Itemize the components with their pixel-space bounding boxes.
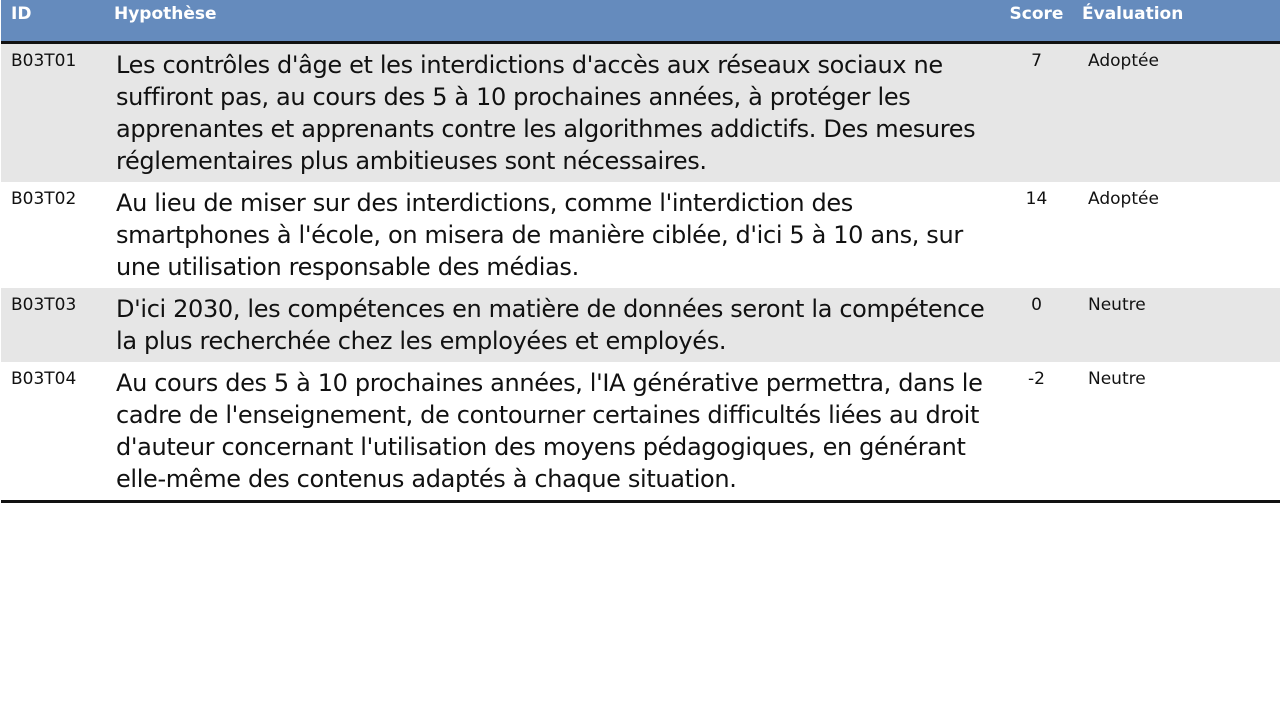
row-id: B03T04 [11, 368, 77, 389]
hypotheses-table [1, 0, 1280, 503]
row-id: B03T01 [11, 50, 77, 71]
row-evaluation: Adoptée [1088, 50, 1159, 71]
table-row [1, 362, 1280, 502]
row-score: 7 [1031, 50, 1042, 71]
header-row [1, 0, 1280, 42]
table-body [1, 42, 1280, 501]
row-score: 14 [1025, 188, 1048, 209]
row-id: B03T02 [11, 188, 77, 209]
table-row [1, 288, 1280, 362]
row-score: 0 [1031, 294, 1042, 315]
row-evaluation: Neutre [1088, 294, 1146, 315]
table-header [1, 0, 1280, 42]
header-evaluation: Évaluation [1082, 4, 1184, 24]
row-hypothesis: D'ici 2030, les compétences en matière de données seront la compétence la plus recherchée chez les employées et employés. [116, 294, 985, 355]
row-hypothesis: Au lieu de miser sur des interdictions, comme l'interdiction des smartphones à l'école, on misera de manière ciblée, d'ici 5 à 10 ans, sur une utilisation responsable des médias. [116, 188, 963, 281]
table-row [1, 42, 1280, 182]
row-evaluation: Neutre [1088, 368, 1146, 389]
row-id: B03T03 [11, 294, 77, 315]
row-evaluation: Adoptée [1088, 188, 1159, 209]
table-row [1, 182, 1280, 288]
header-hypothesis: Hypothèse [114, 4, 217, 24]
header-score: Score [1009, 4, 1064, 24]
row-score: -2 [1028, 368, 1045, 389]
row-hypothesis: Les contrôles d'âge et les interdictions d'accès aux réseaux sociaux ne suffiront pas, au cours des 5 à 10 prochaines années, à protéger les apprenantes et apprenants contre les algorithmes addictifs. Des mesures réglementaires plus ambitieuses sont nécessaires. [116, 50, 976, 175]
row-hypothesis: Au cours des 5 à 10 prochaines années, l'IA générative permettra, dans le cadre de l'enseignement, de contourner certaines difficultés liées au droit d'auteur concernant l'utilisation des moyens pédagogiques, en générant elle-même des contenus adaptés à chaque situation. [116, 368, 983, 493]
header-id: ID [11, 4, 32, 24]
